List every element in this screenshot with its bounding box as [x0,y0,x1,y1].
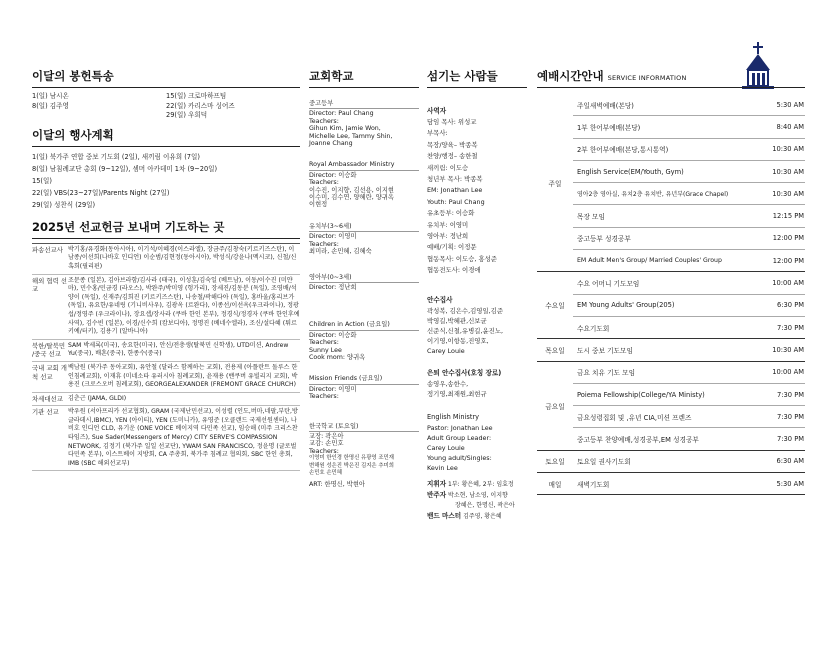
em-item: Pastor: Jonathan Lee [427,423,493,432]
staff-item: 부목사: [427,129,448,138]
school-line: 교감: 손민호 [309,440,344,448]
mission-title: 2025년 선교헌금 보내며 기도하는 곳 [32,219,300,239]
service-name: English Service(EM/Youth, Gym) [573,160,759,182]
service-name: 중고등부 찬양예배,성경공부,EM 성경공부 [573,428,759,450]
school-line: Director: 정난희 [309,283,357,291]
staff-list [427,117,527,277]
service-title [537,68,805,88]
service-name: Poiema Fellowship(College/YA Ministy) [573,383,759,405]
mission-list: 백남원 (북가주 동아교회), 유안철 (달라스 함께하는 교회), 전용제 (아플란트 돌루스 한인침례교회), 이재휴 (미네소타 유러시아 침례교회), 윤재용 (밴쿠버 유빌리지 교회), 박용진 (크로스오버 침례교회), GEORGEALEXANDER (FREMONT GRACE CHURCH) [68,363,298,389]
event-item: 15(일) [32,176,52,185]
service-time: 5:30 AM [759,94,805,116]
service-column [537,68,805,495]
music-item [427,501,527,511]
staff-item: 목장/양육– 박종복 [427,140,478,149]
service-day: 금요일 [537,361,573,450]
school-line: Teachers: [309,117,339,125]
mission-category: 국내 교회 개척 선교 [32,363,67,381]
service-day: 매일 [537,473,573,495]
school-line: Teachers: [309,339,339,347]
service-time: 12:00 PM [759,250,805,272]
service-name: 수요기도회 [573,316,759,338]
service-time: 12:00 PM [759,227,805,249]
birthday-title: 이달의 봉헌특송 [32,68,300,88]
staff-item: 유치부: 이영미 [427,220,469,229]
service-day: 토요일 [537,450,573,472]
retired-heading: 은퇴 안수집사(호칭 장로) [427,368,502,377]
school-line: 이수미, 김수연, 양혜란, 양귀옥 [309,194,395,202]
school-block [309,274,419,292]
school-line: Teachers: [309,447,339,455]
service-name: 2부 한어부예배(본당,통시통역) [573,138,759,160]
em-heading: English Ministry [427,412,480,421]
em-item: Young adult/Singles: [427,453,492,462]
staff-item: 찬양/행정– 송한철 [427,152,478,161]
staff-item: 영아부: 정난희 [427,232,469,241]
service-time: 6:30 AM [759,450,805,472]
birthday-list [32,92,300,121]
school-block-name: 중고등부 [309,100,419,109]
school-line: Teachers: [309,240,339,248]
mission-category: 기관 선교 [32,408,59,417]
event-item: 8(일) 남침례교단 총회 (9~12일), 셈머 아카데미 1차 (9~20일) [32,164,218,173]
staff-item: 유초등부: 이승화 [427,209,475,218]
em-item: Carey Louie [427,443,465,452]
mission-row [32,393,300,407]
em-item: Kevin Lee [427,463,458,472]
mission-row [32,406,300,471]
music-names: 장혜은, 한명신, 곽은아 [455,501,515,509]
events-title: 이달의 행사계획 [32,127,300,147]
service-title-english: SERVICE INFORMATION [607,74,687,82]
service-time: 7:30 PM [759,428,805,450]
music-role: 반주자 [427,490,447,499]
school-line: Director: 이승화 [309,331,357,339]
event-item: 29(일) 성찬식 (29일) [32,200,96,209]
service-name: 도시 중보 기도모임 [573,339,759,361]
staff-item: 담임 목사: 위성교 [427,118,477,126]
service-day: 수요일 [537,272,573,339]
school-block [309,375,419,400]
school-block [309,423,419,489]
mission-list: 조문종 (일본), 김아브라함/김사라 (태국), 이성훈/김숙일 (베트남), 이동/이수진 (미얀마), 민수홍/민금경 (라오스), 박완주/박미영 (헝가리), 장세진/김동분 (독일), 조영배/석양이 (독일), 신재주/김희진 (키르키즈스탄), 나송철/곽해다아 (독일), 홍바울/홍리브가 (독일), 유요한/유네링 (기니비사우), 김광옥 (르완다), 이종선/이선옥(우크라이나), 정광섭/정영주 (우크라이나), 장요셉/장사라 (쿠바 한인 본부), 정경식/정경자 (쿠바 한인후예사역), 김수빈 (일본), 이경/신수희 (캄보디아), 정명진 (베네수엘라), 조신/설다혜 (튀르키예/터키), 김용기 (알바니아) [68,276,300,336]
birthday-item: 29(일) 우희덕 [166,111,208,120]
service-time: 10:30 AM [759,160,805,182]
service-name: 금요 치유 기도 모임 [573,361,759,383]
service-name: 목장 모임 [573,205,759,227]
service-table [537,94,805,495]
servants-title: 섬기는 사람들 [427,68,527,88]
retired-item: 정기영,최재원,최현규 [427,389,487,398]
music-names: 박소현, 남소영, 이지향 [448,491,508,499]
school-line: 교장: 곽은아 [309,432,344,440]
school-line: Gihun Kim, Jamie Won, [309,125,381,133]
service-time: 5:30 AM [759,473,805,495]
service-title-korean: 예배시간안내 [537,69,604,83]
mission-table [32,243,300,472]
staff-item: EM: Jonathan Lee [427,186,483,195]
school-line: Cook mom: 양귀옥 [309,353,366,361]
service-name: 중고등부 성경공부 [573,227,759,249]
mission-list: 박우원 (서아프리카 선교협회), GRAM (국제난민선교), 이성렬 (인도,버마,네팔,부탄,방글라데시,IBMC), YEN (아이티), YEN (도미니카), 유영준 (오클랜드 국제선원센터), 나비호 인디언 CLD, 유기운 (ONE VOICE 베이지역 다민족 선교), 임승해 (미주 크리스찬 타임즈), Sue Sader(Messengers of Mercy) CITY SERVE'S COMPASSION NETWORK, 김정기 (북가주 일일 선교단), YWAM SAN FRANCISCO, 정윤명 (글로벌 다민족 본부), 이스트베이 지방회, CA 주총회, 북가주 침례교 협의회, SBC 한인 총회, IMB (SBC 해외선교부) [68,408,298,467]
staff-item: 청년부 목사: 박종복 [427,175,483,184]
mission-category: 차세대선교 [32,394,63,403]
service-time: 6:30 PM [759,294,805,316]
service-time: 10:30 AM [759,339,805,361]
school-line: Director: 이영미 [309,385,357,393]
music-names: 김주영, 황은혜 [463,512,502,520]
school-line: Sunny Lee [309,346,342,354]
school-block [309,223,419,256]
music-item [427,511,527,522]
school-line: 이수진, 이지향, 김선용, 이지현 [309,186,395,194]
mission-row [32,244,300,275]
service-name: EM Adult Men's Group/ Married Couples' Group [573,250,759,272]
service-time: 10:30 AM [759,138,805,160]
school-line: 손민호 손민혜 [309,470,342,476]
school-block-name: Royal Ambassador Ministry [309,161,419,170]
service-time: 10:00 AM [759,361,805,383]
school-line: Director: 이영미 [309,233,357,241]
music-names: 1부: 황은혜, 2부: 임효정 [448,480,514,488]
deacons-item: 박영길,박혜관,신보균 [427,316,487,325]
service-time: 7:30 PM [759,316,805,338]
music-list [427,479,527,522]
service-day: 목요일 [537,339,573,361]
mission-list: 김춘근 (JAMA, GLDI) [68,394,127,402]
music-item [427,490,527,501]
service-name: 금요성령집회 및 ,유년 CIA,미션 프렌즈 [573,406,759,428]
service-name: EM Young Adults' Group(205) [573,294,759,316]
service-time: 10:00 AM [759,272,805,294]
retired-list [427,379,527,399]
staff-item: 협동전도사: 이경애 [427,266,481,275]
school-block [309,100,419,147]
service-name: 1부 한어부예배(본당) [573,116,759,138]
school-block-name: 유치부(3~6세) [309,223,419,232]
service-name: 토요일 권사기도회 [573,450,759,472]
staff-item: 예배/기획: 이정문 [427,243,477,252]
staff-item: 새끼림: 이도승 [427,163,469,172]
event-item: 22(일) VBS(23~27일)/Parents Night (27일) [32,188,170,197]
left-column [32,68,300,471]
service-time: 7:30 PM [759,406,805,428]
school-line: Michelle Lee, Tammy Shin, [309,132,393,140]
em-item: Adult Group Leader: [427,433,492,442]
deacons-item: Carey Louie [427,346,465,355]
mission-row [32,362,300,393]
school-line: ART: 한명신, 박현아 [309,481,366,489]
service-day: 주일 [537,94,573,272]
service-name: 수요 어머니 기도모임 [573,272,759,294]
birthday-item: 15(일) 크로마하프팀 [166,92,227,100]
school-block-name: 한국학교 (토요일) [309,423,419,432]
service-name: 주일새벽예배(본당) [573,94,759,116]
school-block-name: Mission Friends (금요일) [309,375,419,384]
em-list [427,423,527,473]
mission-list: 박기홍/유경화(동아시아), 이기석/이혜경(이스라엘), 장금주/김창숙(키르키즈스탄), 이남종/이선희(나바호 인디언) 이순범/김현정(동아시아), 박성식/강윤나(멕시코), 신철/신혹희(필리핀) [68,245,297,270]
school-line: Joanne Chang [309,140,353,148]
birthday-item: 1(일) 남시온 [32,92,69,100]
school-block [309,161,419,208]
school-block [309,321,419,361]
retired-item: 송영우,송한수, [427,379,469,388]
mission-row [32,340,300,362]
service-name: 새벽기도회 [573,473,759,495]
school-line: 이현정 [309,201,328,209]
school-block-name: 영아부(0~3세) [309,274,419,283]
school-line: Director: Paul Chang [309,110,374,118]
deacons-item: 곽성복, 김은수,김영일,김준 [427,306,504,315]
birthday-item: 22(일) 카리스마 싱어즈 [166,101,235,110]
deacons-item: 신준식,신철,유병길,윤진노, [427,326,504,335]
mission-row [32,275,300,340]
mission-category: 북한/탈북민 /중국 선교 [32,341,66,359]
school-line: 변해원 성은진 박은진 김지은 추미희 [309,462,394,469]
music-item [427,479,527,490]
music-role: 밴드 마스터 [427,511,462,520]
mission-list: SAM 박세록(미국), 송요한(미국), 안신/전충생(탈북민 신학생), UTD미션, Andrew Yu(중국), 배혼(중국), 한종수(중국) [68,341,289,358]
deacons-heading: 안수집사 [427,295,453,304]
deacons-list [427,306,527,356]
school-block-name: Children in Action (금요일) [309,321,419,330]
event-item: 1(일) 북가주 연합 중보 기도회 (2일), 새끼림 이유희 (7일) [32,152,200,161]
service-name: 영아2층 영아실, 유치2층 유치반, 유년부(Grace Chapel) [573,183,759,205]
staff-item: 협동목사: 이도승, 홍성준 [427,254,497,263]
mission-category: 해외 협력 선교 [32,276,67,294]
church-school-column [309,68,419,489]
service-time: 12:15 PM [759,205,805,227]
deacons-item: 이기영,이항동,진영호, [427,336,489,345]
servants-column [427,68,527,522]
music-role: 지휘자 [427,479,447,488]
service-time: 10:30 AM [759,183,805,205]
staff-item: Youth: Paul Chang [427,197,485,206]
events-list [32,151,300,211]
church-school-title: 교회학교 [309,68,419,88]
service-time: 7:30 PM [759,383,805,405]
service-time: 8:40 AM [759,116,805,138]
birthday-item: 8(일) 김주영 [32,101,69,110]
school-line: Teachers: [309,179,339,187]
school-line: 이영미 한인경 한명신 유광영 조민재 [309,455,394,462]
mission-category: 파송선교사 [32,245,63,254]
school-line: Teachers: [309,393,339,401]
school-line: 최미라, 손민혜, 김혜숙 [309,248,372,256]
school-line: Director: 이승화 [309,171,357,179]
staff-heading: 사역자 [427,107,447,115]
